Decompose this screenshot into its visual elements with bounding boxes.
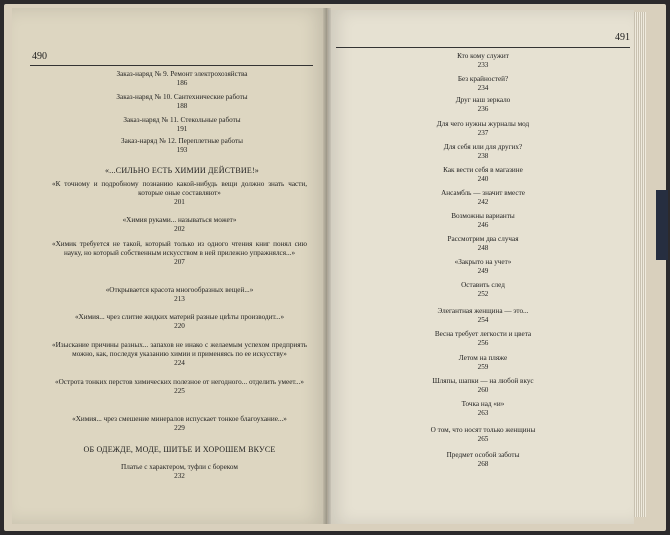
toc-entry-page: 191 [176,125,188,133]
toc-entry-page: 268 [477,460,489,468]
toc-entry [52,415,307,433]
left-page [12,8,327,524]
toc-entry [62,137,302,155]
toc-entry [368,166,598,184]
page-number: 490 [32,51,47,62]
toc-entry [368,354,598,372]
toc-entry-page: 201 [174,198,185,206]
toc-entry-page: 249 [477,267,489,275]
toc-entry [368,212,598,230]
toc-entry-title: Оставить след [461,281,505,289]
toc-entry-page: 224 [174,359,185,367]
page-edges [633,12,646,517]
toc-entry-page: 202 [174,225,185,233]
toc-entry-title: «Открывается красота многообразных вещей...» [105,286,254,294]
toc-entry-title: Элегантная женщина — это... [437,307,529,315]
toc-entry [368,330,598,348]
background-object [656,190,668,260]
toc-entry-page: 232 [174,472,185,480]
toc-entry-title: Заказ-наряд № 10. Сантехнические работы [116,93,248,101]
toc-entry [368,377,598,395]
toc-entry-page: 256 [477,339,489,347]
toc-entry-page: 248 [477,244,489,252]
toc-entry-title: Точка над «и» [461,400,505,408]
toc-entry-page: 233 [477,61,489,69]
toc-entry [368,52,598,70]
toc-entry-title: «Закрыто на учет» [454,258,512,266]
toc-entry [368,120,598,138]
toc-entry-page: 186 [176,79,188,87]
toc-entry-title: «Изыскание причины разных... запахов не инако с желаемым успехом предприять можно, как, последуя указанию химии и применяясь по ее искусству» [52,341,307,358]
toc-entry-title: Друг наш зеркало [455,96,511,104]
toc-entry-page: 259 [477,363,489,371]
toc-entry-page: 246 [477,221,489,229]
header-rule [30,65,313,66]
toc-entry-title: «Химик требуется не такой, который только из одного чтения книг понял сию науку, но который собственным искусством в ней прилежно упражнялся...» [52,240,307,257]
toc-entry-title: Предмет особой заботы [446,451,520,459]
toc-entry [62,93,302,111]
toc-entry [368,96,598,114]
toc-entry-page: 188 [176,102,188,110]
toc-entry-page: 229 [174,424,185,432]
toc-entry-title: Заказ-наряд № 12. Переплетные работы [121,137,243,145]
toc-entry [52,240,307,267]
toc-entry-page: 207 [174,258,185,266]
toc-entry [368,400,598,418]
toc-entry-title: Возможны варианты [451,212,515,220]
toc-entry-title: Как вести себя в магазине [443,166,523,174]
toc-entry-page: 263 [477,409,489,417]
toc-entry-page: 254 [477,316,489,324]
toc-entry [368,451,598,469]
toc-entry-page: 236 [477,105,489,113]
section-heading: «...СИЛЬНО ЕСТЬ ХИМИИ ДЕЙСТВИЕ!» [104,166,260,175]
toc-entry-page: 240 [477,175,489,183]
toc-entry-title: О том, что носят только женщины [430,426,536,434]
toc-entry-page: 225 [174,387,185,395]
toc-entry [52,313,307,331]
toc-entry-page: 238 [477,152,489,160]
toc-entry-title: Без крайностей? [457,75,509,83]
toc-entry-page: 252 [477,290,489,298]
toc-entry-title: Рассмотрим два случая [447,235,519,243]
section-heading: ОБ ОДЕЖДЕ, МОДЕ, ШИТЬЕ И ХОРОШЕМ ВКУСЕ [83,445,276,454]
toc-entry-page: 237 [477,129,489,137]
toc-entry [368,75,598,93]
right-page [328,10,634,524]
header-rule [336,47,630,48]
toc-entry [368,307,598,325]
toc-entry-title: «К точному и подробному познанию какой-нибудь вещи должно знать части, которые оные составляют» [52,180,307,197]
toc-entry [368,143,598,161]
toc-entry-page: 234 [477,84,489,92]
toc-entry-title: Ансамбль — значит вместе [441,189,525,197]
toc-entry [52,216,307,234]
toc-entry-page: 193 [176,146,188,154]
toc-entry-title: Кто кому служит [457,52,509,60]
toc-entry [368,189,598,207]
toc-entry-title: «Острота тонких перстов химических полезное от негодного... отделить умеет...» [54,378,304,386]
toc-entry-title: Для себя или для других? [443,143,523,151]
toc-entry-title: «Химия... чрез смешение минералов испускает тонкое благоухание...» [72,415,287,423]
toc-entry-title: Заказ-наряд № 9. Ремонт электрохозяйства [116,70,248,78]
toc-entry-title: Для чего нужны журналы мод [436,120,530,128]
page-number: 491 [615,32,630,43]
toc-entry [52,341,307,368]
toc-entry-title: Летом на пляже [458,354,508,362]
toc-entry-title: Заказ-наряд № 11. Стекольные работы [123,116,241,124]
toc-entry [52,286,307,304]
toc-entry [368,281,598,299]
toc-entry [368,258,598,276]
toc-entry [62,70,302,88]
toc-entry [368,426,598,444]
toc-entry-page: 220 [174,322,185,330]
toc-entry-title: Платье с характером, туфли с бореком [121,463,238,471]
toc-entry [52,180,307,207]
toc-entry-title: «Химия руками... называться может» [122,216,237,224]
toc-entry-title: «Химия... чрез слитие жидких материй разные цвѣты производит...» [74,313,285,321]
toc-entry-title: Шляпы, шапки — на любой вкус [432,377,534,385]
toc-entry [368,235,598,253]
toc-entry [52,378,307,396]
toc-entry [62,116,302,134]
toc-entry-page: 265 [477,435,489,443]
toc-entry-page: 213 [174,295,185,303]
book-gutter [323,8,331,524]
toc-entry-title: Весна требует легкости и цвета [434,330,532,338]
toc-entry [52,463,307,481]
toc-entry-page: 260 [477,386,489,394]
toc-entry-page: 242 [477,198,489,206]
